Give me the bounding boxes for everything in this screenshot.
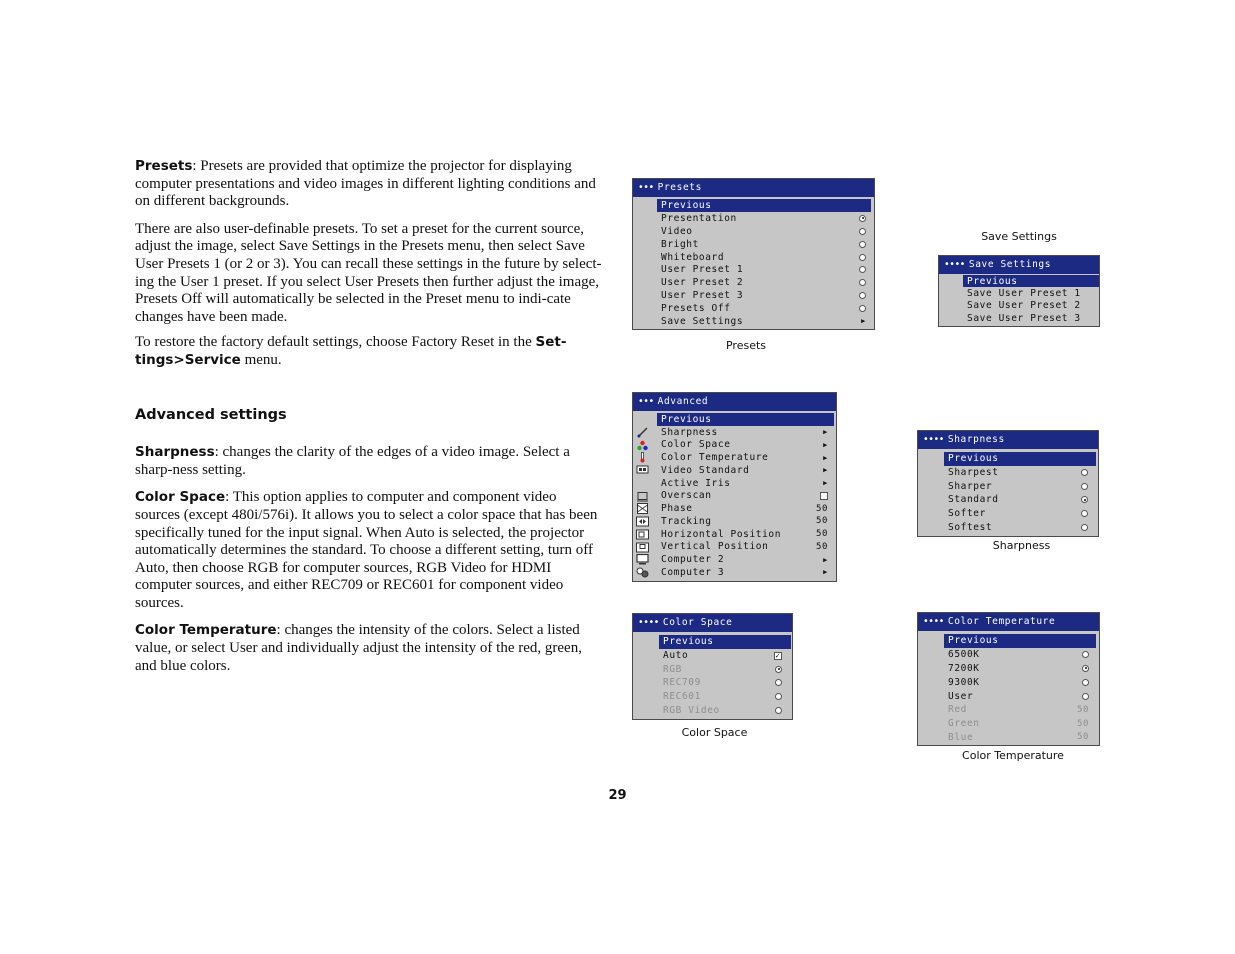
menu-dots-icon: •••• (923, 616, 944, 627)
menu-item-label: Phase (661, 503, 693, 515)
menu-item-rgb (633, 662, 792, 676)
phase-icon (636, 503, 649, 514)
sharpness-paragraph (135, 444, 605, 479)
menu-item-label: 6500K (948, 649, 980, 661)
menu-item-label: RGB (663, 663, 682, 675)
menu-item-sharpest[interactable] (918, 466, 1098, 480)
advanced-settings-heading: Advanced settings (135, 406, 287, 423)
menu-item-rec601 (633, 690, 792, 704)
menu-item-value: 50 (815, 503, 828, 514)
tracking-icon (636, 516, 649, 527)
menu-item-label: Softer (948, 508, 986, 520)
menu-item-previous[interactable] (918, 452, 1098, 466)
menu-item-sharpness[interactable] (633, 426, 836, 439)
menu-item-label: Softest (948, 521, 993, 533)
computer3-icon (636, 567, 649, 578)
menu-item-red (918, 703, 1099, 717)
menu-item-label: Save User Preset 1 (967, 288, 1081, 300)
menu-title-bar (633, 179, 874, 197)
text-column (135, 158, 605, 675)
advanced-menu (632, 392, 837, 582)
menu-item-previous[interactable] (918, 634, 1099, 648)
menu-item-label: Bright (661, 238, 699, 250)
menu-item-previous[interactable] (939, 275, 1099, 287)
menu-items (633, 635, 792, 717)
menu-item-label: Whiteboard (661, 251, 725, 263)
menu-item-label: Green (948, 718, 980, 730)
save-settings-caption: Save Settings (981, 230, 1057, 243)
menu-item-label: Video Standard (661, 464, 750, 476)
video-standard-icon (636, 465, 649, 476)
menu-item-label: Overscan (661, 490, 712, 502)
menu-item-overscan[interactable] (633, 490, 836, 503)
menu-item-user[interactable] (918, 689, 1099, 703)
restore-paragraph (135, 334, 605, 369)
menu-item-active-iris[interactable] (633, 477, 836, 490)
horizontal-position-icon (636, 529, 649, 540)
menu-items (918, 634, 1099, 744)
menu-item-blue (918, 731, 1099, 745)
menu-item-label: Tracking (661, 515, 712, 527)
color-space-paragraph (135, 489, 605, 612)
radio-icon (846, 263, 866, 276)
menu-item-color-temperature[interactable] (633, 451, 836, 464)
radio-icon (1068, 479, 1088, 493)
radio-icon (846, 302, 866, 315)
menu-items (918, 452, 1098, 534)
color-temperature-term: Color Temperature (135, 622, 277, 639)
menu-item-label: Red (948, 704, 967, 716)
menu-title-bar (939, 256, 1099, 274)
menu-item-rgb-video (633, 703, 792, 717)
color-space-term: Color Space (135, 489, 226, 506)
restore-menu-path: Set-tings>Service (135, 334, 567, 368)
sharpness-menu (917, 430, 1099, 537)
menu-dots-icon: •••• (944, 259, 965, 270)
menu-item-value: 50 (815, 541, 828, 552)
menu-item-tracking[interactable] (633, 515, 836, 528)
menu-dots-icon: •••• (923, 434, 944, 445)
menu-item-video[interactable] (633, 225, 874, 238)
menu-item-label: Previous (657, 413, 834, 426)
radio-icon (1068, 507, 1088, 521)
menu-item-label: User (948, 690, 974, 702)
menu-item-green (918, 717, 1099, 731)
menu-item-label: REC601 (663, 691, 701, 703)
menu-item-label: Blue (948, 731, 974, 743)
monitor-icon (636, 554, 649, 565)
menu-title: Color Space (662, 617, 733, 628)
color-dots-icon (636, 440, 649, 451)
brush-icon (636, 427, 649, 438)
submenu-arrow-icon: ▶ (823, 466, 828, 475)
menu-item-vertical-position[interactable] (633, 541, 836, 554)
radio-icon (846, 276, 866, 289)
menu-item-label: Vertical Position (661, 541, 769, 553)
menu-item-label: Previous (657, 199, 871, 212)
menu-item-label: Previous (963, 275, 1100, 287)
radio-icon (1069, 675, 1089, 689)
menu-item-save-user-preset-1[interactable] (939, 287, 1099, 299)
menu-item-save-settings[interactable] (633, 315, 874, 328)
menu-item-label: Sharpness (661, 426, 718, 438)
menu-items (939, 275, 1099, 325)
menu-title-bar (633, 393, 836, 411)
menu-item-label: Previous (944, 452, 1096, 466)
menu-item-standard[interactable] (918, 493, 1098, 507)
menu-item-presentation[interactable] (633, 212, 874, 225)
radio-icon (1069, 689, 1089, 703)
radio-icon (846, 289, 866, 302)
radio-icon (846, 238, 866, 251)
color-temperature-paragraph (135, 622, 605, 675)
radio-icon (846, 251, 866, 264)
color-temperature-menu (917, 612, 1100, 746)
menu-item-label: Sharpest (948, 467, 999, 479)
menu-item-label: Video (661, 225, 693, 237)
menu-item-computer-2[interactable] (633, 553, 836, 566)
menu-item-label: Presentation (661, 212, 737, 224)
menu-title: Sharpness (947, 434, 1005, 445)
menu-title-bar (918, 431, 1098, 449)
radio-selected-icon (1069, 662, 1089, 676)
menu-item-user-preset-3[interactable] (633, 289, 874, 302)
menu-item-label: User Preset 1 (661, 264, 744, 276)
menu-item-sharper[interactable] (918, 479, 1098, 493)
menu-title-bar (918, 613, 1099, 631)
menu-item-whiteboard[interactable] (633, 251, 874, 264)
menu-item-label: Previous (659, 635, 791, 649)
menu-item-label: Save Settings (661, 315, 744, 327)
menu-item-label: Presets Off (661, 303, 731, 315)
submenu-arrow-icon: ▶ (823, 479, 828, 488)
radio-selected-icon (762, 662, 782, 676)
submenu-arrow-icon: ▶ (823, 428, 828, 437)
menu-items (633, 199, 874, 328)
menu-title: Advanced (657, 396, 709, 407)
submenu-arrow-icon: ▶ (823, 440, 828, 449)
checkbox-checked-icon: ✓ (775, 650, 781, 660)
submenu-arrow-icon: ▶ (861, 317, 866, 326)
menu-item-value: 50 (815, 516, 828, 527)
menu-item-label: 7200K (948, 662, 980, 674)
menu-item-computer-3[interactable] (633, 566, 836, 579)
menu-item-6500k[interactable] (918, 648, 1099, 662)
menu-item-phase[interactable] (633, 502, 836, 515)
menu-dots-icon: ••• (638, 396, 654, 407)
radio-selected-icon (1068, 493, 1088, 507)
thermometer-icon (636, 452, 649, 463)
menu-item-label: Save User Preset 2 (967, 300, 1081, 312)
menu-item-save-user-preset-2[interactable] (939, 300, 1099, 312)
page-number: 29 (608, 788, 627, 803)
radio-icon (1069, 648, 1089, 662)
menu-item-video-standard[interactable] (633, 464, 836, 477)
menu-item-rec709 (633, 676, 792, 690)
menu-item-label: Save User Preset 3 (967, 312, 1081, 324)
submenu-arrow-icon: ▶ (823, 453, 828, 462)
menu-item-label: RGB Video (663, 704, 720, 716)
menu-items (633, 413, 836, 579)
sharpness-text: : changes the clarity of the edges of a video image. Select a sharp-ness setting. (135, 444, 570, 478)
color-temperature-caption: Color Temperature (962, 749, 1064, 762)
menu-item-label: REC709 (663, 677, 701, 689)
color-space-text: : This option applies to computer and component video sources (except 480i/576i). It allows you to select a color space that has been specifically tuned for the input signal. When Auto is selected, the projector automatically determines the standard. To choose a different setting, turn off Auto, then choose RGB for computer sources, RGB Video for HDMI computer sources, and either REC709 or REC601 for component video sources. (135, 489, 598, 611)
menu-item-user-preset-1[interactable] (633, 263, 874, 276)
presets-menu (632, 178, 875, 330)
menu-item-color-space[interactable] (633, 439, 836, 452)
menu-dots-icon: ••• (638, 182, 654, 193)
menu-item-previous[interactable] (633, 413, 836, 426)
radio-icon (1068, 520, 1088, 534)
radio-icon (846, 225, 866, 238)
menu-item-label: 9300K (948, 676, 980, 688)
submenu-arrow-icon: ▶ (823, 568, 828, 577)
restore-text-pre: To restore the factory default settings, choose Factory Reset in the (135, 334, 536, 351)
menu-dots-icon: •••• (638, 617, 659, 628)
save-settings-menu (938, 255, 1100, 327)
menu-item-label: Previous (944, 634, 1096, 648)
menu-item-previous[interactable] (633, 635, 792, 649)
menu-item-label: Sharper (948, 480, 993, 492)
restore-text-post: menu. (240, 351, 282, 368)
presets-term: Presets (135, 158, 193, 174)
menu-title-bar (633, 614, 792, 632)
vertical-position-icon (636, 542, 649, 553)
menu-item-presets-off[interactable] (633, 302, 874, 315)
presets-caption: Presets (725, 339, 767, 352)
submenu-arrow-icon: ▶ (823, 555, 828, 564)
radio-icon (762, 690, 782, 704)
menu-item-label: User Preset 3 (661, 290, 744, 302)
menu-item-bright[interactable] (633, 238, 874, 251)
menu-title: Presets (657, 182, 702, 193)
menu-item-softest[interactable] (918, 520, 1098, 534)
menu-item-label: Color Space (661, 439, 731, 451)
menu-item-value: 50 (1076, 704, 1089, 715)
menu-item-label: User Preset 2 (661, 277, 744, 289)
radio-selected-icon (846, 212, 866, 225)
overscan-icon (636, 491, 649, 502)
menu-item-auto[interactable] (633, 649, 792, 663)
color-space-caption: Color Space (681, 726, 748, 739)
radio-icon (762, 676, 782, 690)
menu-item-previous[interactable] (633, 199, 874, 212)
menu-item-softer[interactable] (918, 507, 1098, 521)
menu-item-label: Computer 3 (661, 566, 725, 578)
menu-item-save-user-preset-3[interactable] (939, 312, 1099, 324)
radio-icon (762, 703, 782, 717)
menu-item-value: 50 (815, 529, 828, 540)
menu-item-label: Color Temperature (661, 452, 769, 464)
menu-item-label: Auto (663, 650, 689, 662)
menu-item-9300k[interactable] (918, 675, 1099, 689)
color-space-menu (632, 613, 793, 720)
menu-title: Color Temperature (947, 616, 1056, 627)
menu-item-label: Active Iris (661, 477, 731, 489)
menu-item-label: Horizontal Position (661, 528, 782, 540)
menu-item-user-preset-2[interactable] (633, 276, 874, 289)
menu-item-value: 50 (1076, 732, 1089, 743)
menu-item-value: 50 (1076, 718, 1089, 729)
checkbox-icon (808, 490, 828, 503)
color-temperature-text: : changes the intensity of the colors. Select a listed value, or select User and individually adjust the intensity of the red, green, and blue colors. (135, 622, 582, 674)
user-presets-paragraph: There are also user-definable presets. To set a preset for the current source, adjust the image, select Save Settings in the Presets menu, then select Save User Presets 1 (or 2 or 3). You can recall these settings in the future by select-ing the User 1 preset. If you select User Presets then further adjust the image, Presets Off will automatically be selected in the Preset menu to indi-cate changes have been made. (135, 220, 602, 325)
sharpness-term: Sharpness (135, 444, 215, 461)
presets-paragraph (135, 158, 605, 211)
menu-item-label: Computer 2 (661, 554, 725, 566)
radio-icon (1068, 466, 1088, 480)
menu-item-label: Standard (948, 494, 999, 506)
presets-text: : Presets are provided that optimize the projector for displaying computer presentations and video images in different lighting conditions and on different backgrounds. (135, 158, 596, 210)
menu-title: Save Settings (968, 259, 1052, 270)
sharpness-caption: Sharpness (992, 539, 1051, 552)
menu-item-horizontal-position[interactable] (633, 528, 836, 541)
menu-item-7200k[interactable] (918, 662, 1099, 676)
